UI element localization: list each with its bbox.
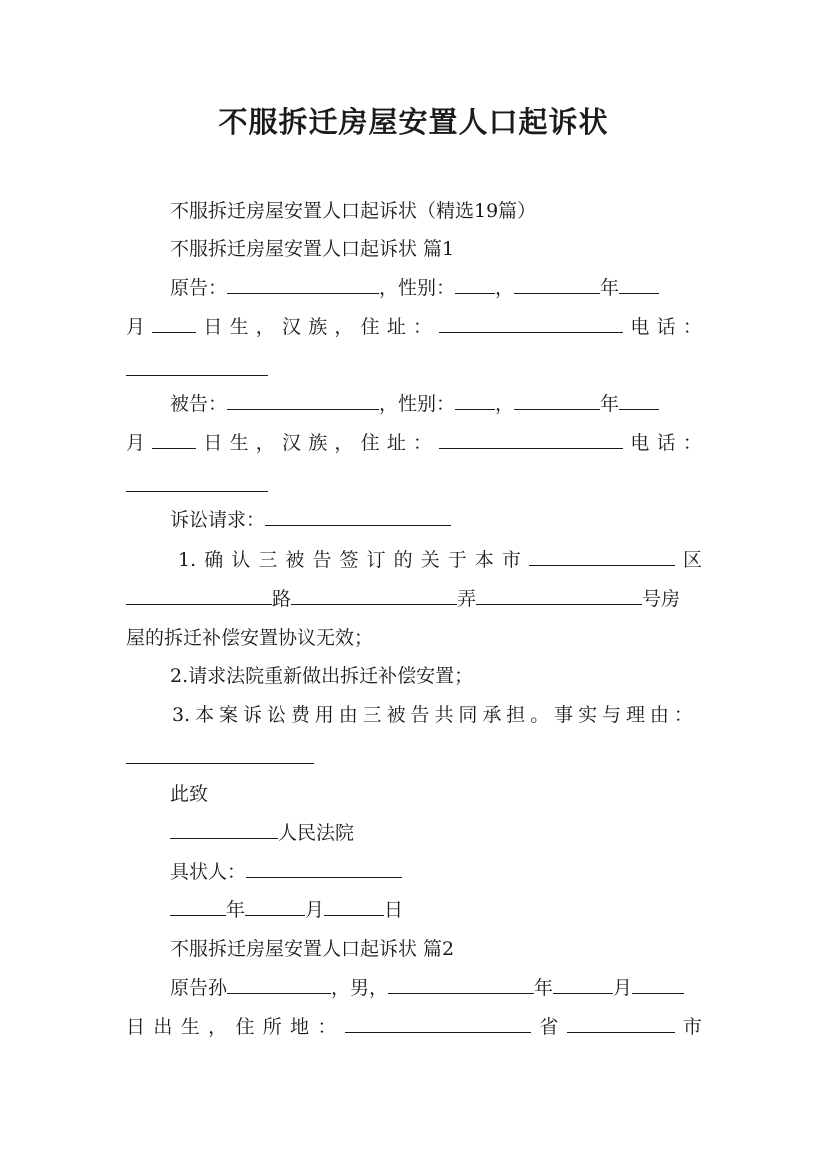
item3-char: 讼: [266, 704, 286, 726]
plaintiff2-name-blank: [227, 975, 331, 994]
birth-char: 日: [203, 432, 223, 454]
province-label: 省: [539, 1016, 559, 1038]
comma: ，: [495, 393, 515, 415]
phone-blank: [126, 374, 268, 376]
birth-char: 住: [360, 316, 380, 338]
road-blank: [291, 586, 457, 605]
item3-line: [172, 702, 693, 728]
birth-day-blank: [152, 430, 196, 449]
birth-char: 族: [308, 316, 328, 338]
gender-blank: [455, 275, 495, 294]
item3-char: 。: [530, 704, 550, 726]
item1-char: 认: [231, 549, 251, 571]
birth-char: 生: [229, 316, 249, 338]
gender-blank: [455, 391, 495, 410]
address-blank: [439, 430, 623, 449]
birth-year-blank: [514, 275, 600, 294]
residence-char: 日: [126, 1016, 146, 1038]
greeting: 此致: [170, 783, 209, 805]
birth-char: ，: [334, 316, 354, 338]
plaintiff-label: 原告：: [170, 277, 228, 299]
subtitle: 不服拆迁房屋安置人口起诉状（精选19篇）: [170, 200, 537, 222]
date-day-blank: [324, 897, 384, 916]
birth-char: ：: [413, 432, 433, 454]
item3-char: 由: [649, 704, 669, 726]
residence-char: 所: [262, 1016, 282, 1038]
date-year-blank: [170, 897, 226, 916]
item1-line: [178, 547, 702, 573]
item3-char: 案: [219, 704, 239, 726]
claims-line: [170, 507, 702, 533]
birth-char: 汉: [282, 316, 302, 338]
birth-day-blank: [152, 314, 196, 333]
defendant-name-blank: [227, 391, 379, 410]
birth2-month-blank: [553, 975, 613, 994]
claims-label: 诉讼请求：: [170, 509, 266, 531]
item3-char: 告: [410, 704, 430, 726]
city-blank: [567, 1014, 675, 1033]
birth-char: 住: [360, 432, 380, 454]
birth-char: 生: [229, 432, 249, 454]
item1-end: 屋的拆迁补偿安置协议无效；: [126, 627, 374, 649]
item3-char: 与: [602, 704, 622, 726]
signer-blank: [246, 859, 402, 878]
item1-char: 关: [420, 549, 440, 571]
birth2-day-blank: [632, 975, 684, 994]
plaintiff-name-blank: [227, 275, 379, 294]
province-blank: [345, 1014, 531, 1033]
plaintiff-line: [170, 275, 702, 301]
item2-line: 2.请求法院重新做出拆迁补偿安置；: [170, 665, 474, 687]
signer-line: [170, 859, 702, 885]
year-label: 年: [600, 393, 620, 415]
plaintiff-address-line: [126, 314, 702, 340]
address-blank: [439, 314, 623, 333]
birth-char: 址: [386, 432, 406, 454]
item3-char: 费: [290, 704, 310, 726]
item3-char: 担: [506, 704, 526, 726]
phone-char: 话: [656, 432, 676, 454]
item3-char: 事: [554, 704, 574, 726]
birth-char: 址: [386, 316, 406, 338]
gender-label: ，性别：: [379, 277, 456, 299]
birth-month-blank: [619, 275, 659, 294]
date-line: [170, 897, 702, 923]
month-label: 月: [126, 316, 146, 338]
item3-char: ：: [673, 704, 693, 726]
item3-char: 由: [338, 704, 358, 726]
birth-month-blank: [619, 391, 659, 410]
district-blank: [529, 547, 675, 566]
item3-char: 本: [195, 704, 215, 726]
month-label: 月: [126, 432, 146, 454]
item1-char: 本: [474, 549, 494, 571]
residence-char: 出: [153, 1016, 173, 1038]
item3-char: 实: [578, 704, 598, 726]
part1-heading: 不服拆迁房屋安置人口起诉状 篇1: [170, 238, 455, 260]
birth-char: ，: [255, 316, 275, 338]
defendant-address-line: [126, 430, 702, 456]
month-label: 月: [305, 899, 325, 921]
part2-heading: 不服拆迁房屋安置人口起诉状 篇2: [170, 938, 455, 960]
birth-char: ：: [413, 316, 433, 338]
item3-char: 诉: [242, 704, 262, 726]
item3-char: 被: [386, 704, 406, 726]
district-label: 区: [682, 549, 702, 571]
phone-blank: [126, 490, 268, 492]
city-label: 市: [682, 1016, 702, 1038]
item1-char: 订: [366, 549, 386, 571]
claims-blank: [265, 507, 451, 526]
year-label: 年: [534, 977, 554, 999]
residence-char: 生: [180, 1016, 200, 1038]
date-month-blank: [245, 897, 305, 916]
lane-label: 弄: [457, 588, 477, 610]
phone-char: ：: [682, 316, 702, 338]
facts-blank: [126, 762, 314, 764]
item1-char: 于: [447, 549, 467, 571]
residence-char: ，: [208, 1016, 228, 1038]
item1-char: 市: [501, 549, 521, 571]
comma: ，: [495, 277, 515, 299]
birth-char: 日: [203, 316, 223, 338]
year-label: 年: [226, 899, 246, 921]
signer-label: 具状人：: [170, 861, 247, 883]
item1-char: 确: [204, 549, 224, 571]
phone-char: 电: [630, 316, 650, 338]
document-title: 不服拆迁房屋安置人口起诉状: [218, 105, 609, 139]
court-blank: [170, 820, 278, 839]
year-label: 年: [600, 277, 620, 299]
lane-blank: [476, 586, 642, 605]
item1-address-line: [126, 586, 702, 612]
birth-char: 族: [308, 432, 328, 454]
court-line: [170, 820, 702, 846]
item1-char: 三: [258, 549, 278, 571]
item3-char: 三: [362, 704, 382, 726]
house-label: 号房: [642, 588, 681, 610]
month-label: 月: [613, 977, 633, 999]
item1-char: 的: [393, 549, 413, 571]
defendant-label: 被告：: [170, 393, 228, 415]
plaintiff2-label: 原告孙: [170, 977, 228, 999]
court-label: 人民法院: [278, 822, 355, 844]
birth-char: 汉: [282, 432, 302, 454]
phone-char: 话: [656, 316, 676, 338]
item3-char: 理: [625, 704, 645, 726]
male-label: ，男，: [331, 977, 389, 999]
phone-char: 电: [630, 432, 650, 454]
item1-char: 被: [285, 549, 305, 571]
item3-char: 用: [314, 704, 334, 726]
residence-char: ：: [317, 1016, 337, 1038]
birth-year-blank: [514, 391, 600, 410]
item1-char: 签: [339, 549, 359, 571]
district-name-blank: [126, 586, 272, 605]
item3-char: 3.: [172, 704, 191, 726]
birth-char: ，: [334, 432, 354, 454]
gender-label: ，性别：: [379, 393, 456, 415]
day-label: 日: [384, 899, 404, 921]
item3-char: 同: [458, 704, 478, 726]
item3-char: 共: [434, 704, 454, 726]
birth-char: ，: [255, 432, 275, 454]
residence-line: [126, 1014, 702, 1040]
residence-char: 住: [235, 1016, 255, 1038]
plaintiff2-line: [170, 975, 702, 1001]
item1-char: 1.: [178, 549, 197, 571]
residence-char: 地: [290, 1016, 310, 1038]
birth2-year-blank: [388, 975, 534, 994]
defendant-line: [170, 391, 702, 417]
item3-char: 承: [482, 704, 502, 726]
phone-char: ：: [682, 432, 702, 454]
item1-char: 告: [312, 549, 332, 571]
road-label: 路: [272, 588, 292, 610]
